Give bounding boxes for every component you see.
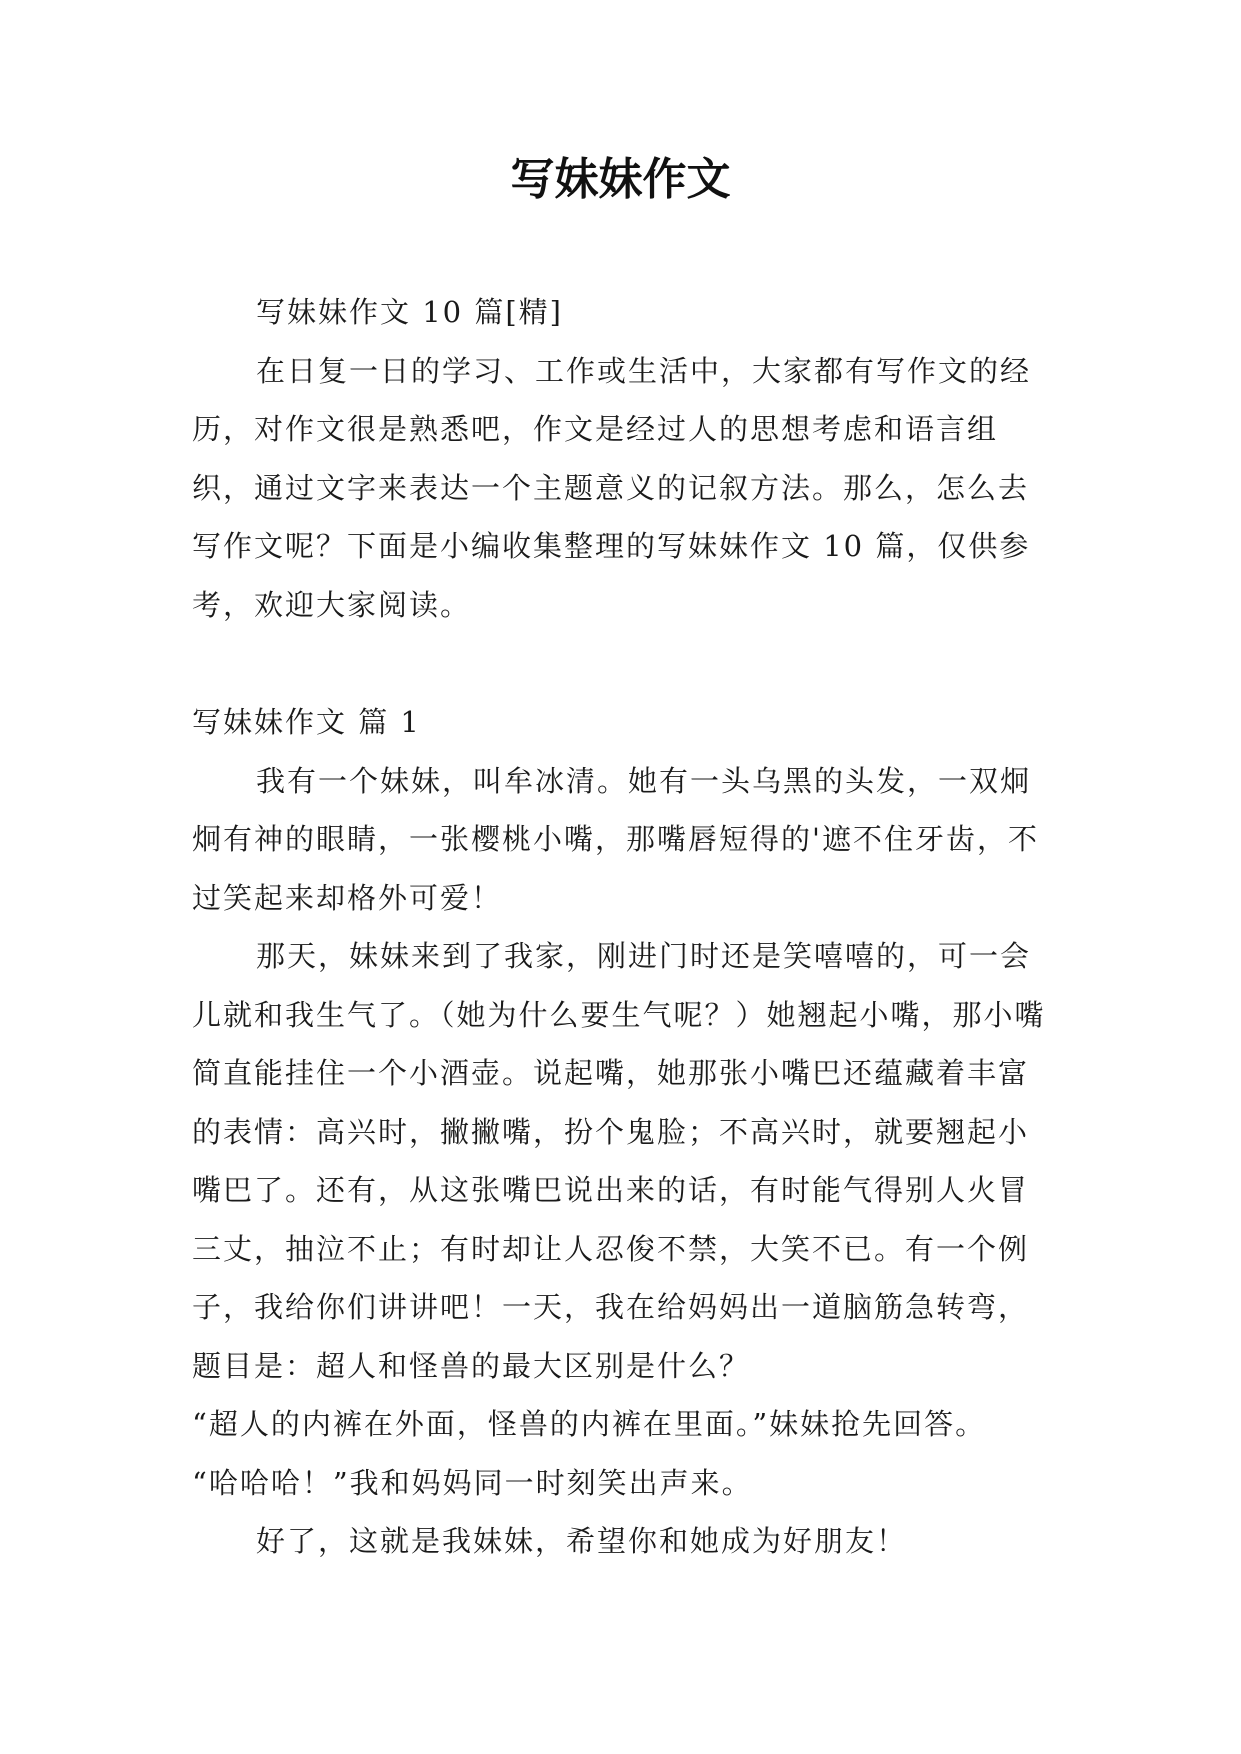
article-quote-line: “哈哈哈！”我和妈妈同一时刻笑出声来。 xyxy=(192,1465,753,1500)
article-section xyxy=(192,693,1052,1571)
article-paragraph: 那天，妹妹来到了我家，刚进门时还是笑嘻嘻的，可一会儿就和我生气了。（她为什么要生气呢？）她翘起小嘴，那小嘴简直能挂住一个小酒壶。说起嘴，她那张小嘴巴还蕴藏着丰富的表情：高兴时，撇撇嘴，扮个鬼脸；不高兴时，就要翘起小嘴巴了。还有，从这张嘴巴说出来的话，有时能气得别人火冒三丈，抽泣不止；有时却让人忍俊不禁，大笑不已。有一个例子，我给你们讲讲吧！一天，我在给妈妈出一道脑筋急转弯，题目是：超人和怪兽的最大区别是什么？ xyxy=(192,939,1046,1383)
article-quote-line: “超人的内裤在外面，怪兽的内裤在里面。”妹妹抢先回答。 xyxy=(192,1407,987,1441)
document-subtitle: 写妹妹作文 10 篇[精] xyxy=(256,295,563,329)
section-heading: 写妹妹作文 篇 1 xyxy=(192,705,421,739)
document-title: 写妹妹作文 xyxy=(510,154,731,205)
article-paragraph: 我有一个妹妹，叫牟冰清。她有一头乌黑的头发，一双炯炯有神的眼睛，一张樱桃小嘴，那嘴唇短得的'遮不住牙齿，不过笑起来却格外可爱！ xyxy=(192,763,1039,915)
article-paragraph: 好了，这就是我妹妹，希望你和她成为好朋友！ xyxy=(256,1524,908,1558)
intro-block xyxy=(192,283,1052,634)
intro-paragraph: 在日复一日的学习、工作或生活中，大家都有写作文的经历，对作文很是熟悉吧，作文是经过人的思想考虑和语言组织，通过文字来表达一个主题意义的记叙方法。那么，怎么去写作文呢？下面是小编收集整理的写妹妹作文 10 篇，仅供参考，欢迎大家阅读。 xyxy=(192,353,1032,622)
